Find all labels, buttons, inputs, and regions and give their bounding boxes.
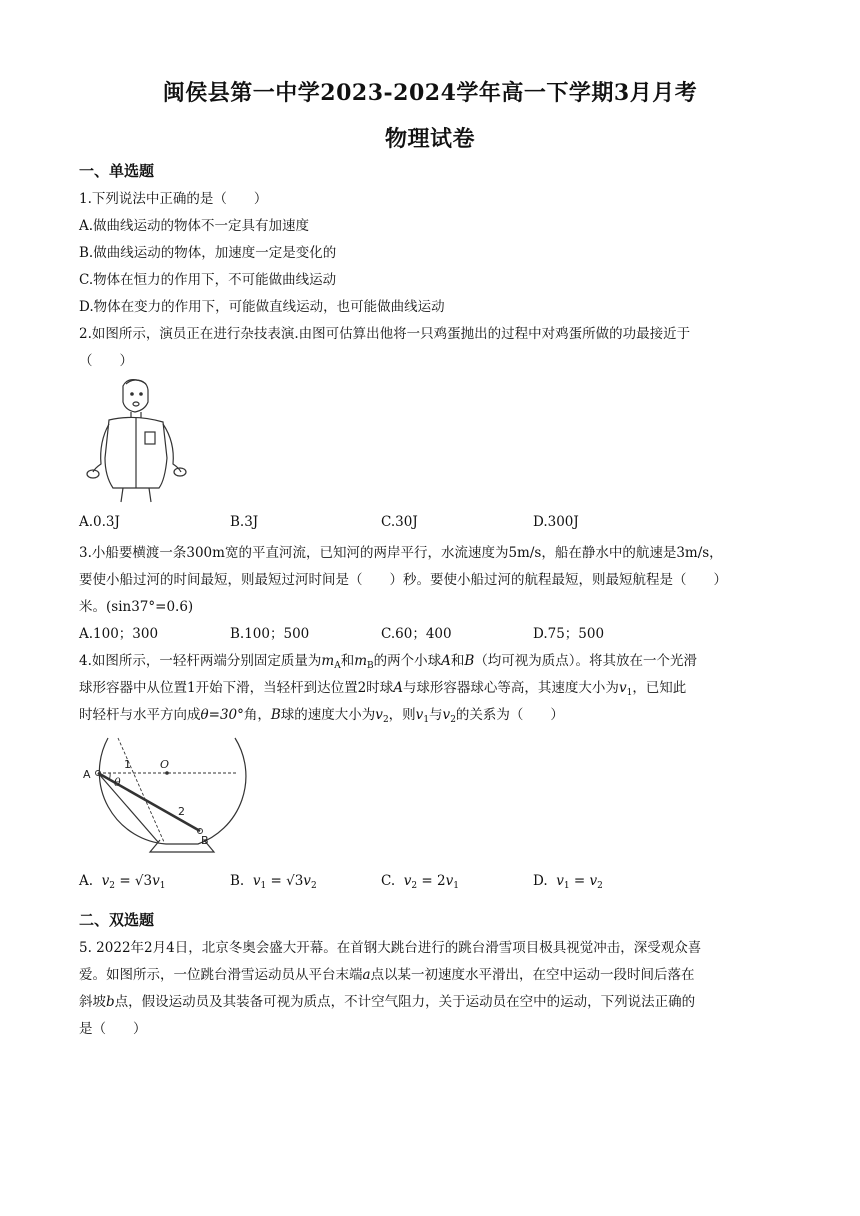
q2-option-b: B.3J — [230, 514, 259, 530]
q5-line-2: 爱。如图所示，一位跳台滑雪运动员从平台末端a点以某一初速度水平滑出，在空中运动一段时间后落在 — [79, 967, 695, 983]
fig-label-o: O — [160, 758, 170, 771]
q1-option-a: A.做曲线运动的物体不一定具有加速度 — [79, 218, 310, 234]
fig-label-b: B — [201, 834, 209, 847]
q4-option-c: C. $v_2 = 2v_1$ — [381, 873, 459, 891]
q2-stem-paren: （ ） — [79, 353, 133, 369]
q5-line-3: 斜坡b点，假设运动员及其装备可视为质点，不计空气阻力，关于运动员在空中的运动，下列说法正确的 — [79, 994, 696, 1010]
q5-line-1: 5. 2022年2月4日，北京冬奥会盛大开幕。在首钢大跳台进行的跳台滑雪项目极具视觉冲击，深受观众喜 — [79, 940, 702, 956]
juggler-figure — [79, 372, 191, 504]
q2-stem: 2.如图所示，演员正在进行杂技表演.由图可估算出他将一只鸡蛋抛出的过程中对鸡蛋所做的功最接近于 — [79, 326, 691, 342]
q4-option-b: B. $v_1 = √3v_2$ — [230, 873, 317, 891]
q1-option-b: B.做曲线运动的物体，加速度一定是变化的 — [79, 245, 337, 261]
q3-line-2: 要使小船过河的时间最短，则最短过河时间是（ ）秒。要使小船过河的航程最短，则最短航程是（ ） — [79, 572, 727, 588]
q1-option-c: C.物体在恒力的作用下，不可能做曲线运动 — [79, 272, 337, 288]
q3-option-d: D.75；500 — [533, 626, 605, 642]
q4-option-a: A. $v_2 = √3v_1$ — [79, 873, 166, 891]
exam-title: 闽侯县第一中学2023-2024学年高一下学期3月月考 — [162, 80, 698, 106]
q1-stem: 1.下列说法中正确的是（ ） — [79, 191, 268, 207]
v1-inline: $v_1$ — [618, 680, 633, 698]
q1-option-d: D.物体在变力的作用下，可能做直线运动，也可能做曲线运动 — [79, 299, 445, 315]
q4-option-d: D. $v_1 = v_2$ — [533, 873, 603, 891]
q2-option-c: C.30J — [381, 514, 418, 530]
q3-option-a: A.100；300 — [79, 626, 159, 642]
sphere-container-figure — [80, 730, 250, 855]
section-single-choice: 一、单选题 — [79, 162, 155, 180]
q3-line-3: 米。(sin37°=0.6) — [79, 599, 194, 615]
mass-b: $m_B$ — [354, 653, 374, 671]
section-double-choice: 二、双选题 — [79, 911, 155, 929]
q4-line-2: 球形容器中从位置1开始下滑，当轻杆到达位置2时球A与球形容器球心等高，其速度大小为$v_1$，已知此 — [79, 680, 687, 698]
fig-label-1: 1 — [124, 758, 131, 771]
q2-option-a: A.0.3J — [79, 514, 120, 530]
q3-option-b: B.100；500 — [230, 626, 310, 642]
exam-subtitle: 物理试卷 — [384, 126, 475, 152]
q5-line-4: 是（ ） — [79, 1021, 147, 1037]
q4-line-3: 时轻杆与水平方向成θ=30°角，B球的速度大小为$v_2$，则$v_1$与$v_2$的关系为（ ） — [79, 707, 564, 725]
fig-label-2: 2 — [178, 805, 185, 818]
fig-label-a: A — [83, 768, 91, 781]
q3-option-c: C.60；400 — [381, 626, 452, 642]
q4-line-1: 4.如图所示，一轻杆两端分别固定质量为$m_A$和$m_B$的两个小球A和B（均可视为质点）。将其放在一个光滑 — [79, 653, 698, 671]
q2-option-d: D.300J — [533, 514, 579, 530]
mass-a: $m_A$ — [321, 653, 341, 671]
fig-label-theta: θ — [114, 776, 121, 789]
q3-line-1: 3.小船要横渡一条300m宽的平直河流，已知河的两岸平行，水流速度为5m/s，船在静水中的航速是3m/s， — [79, 545, 723, 561]
